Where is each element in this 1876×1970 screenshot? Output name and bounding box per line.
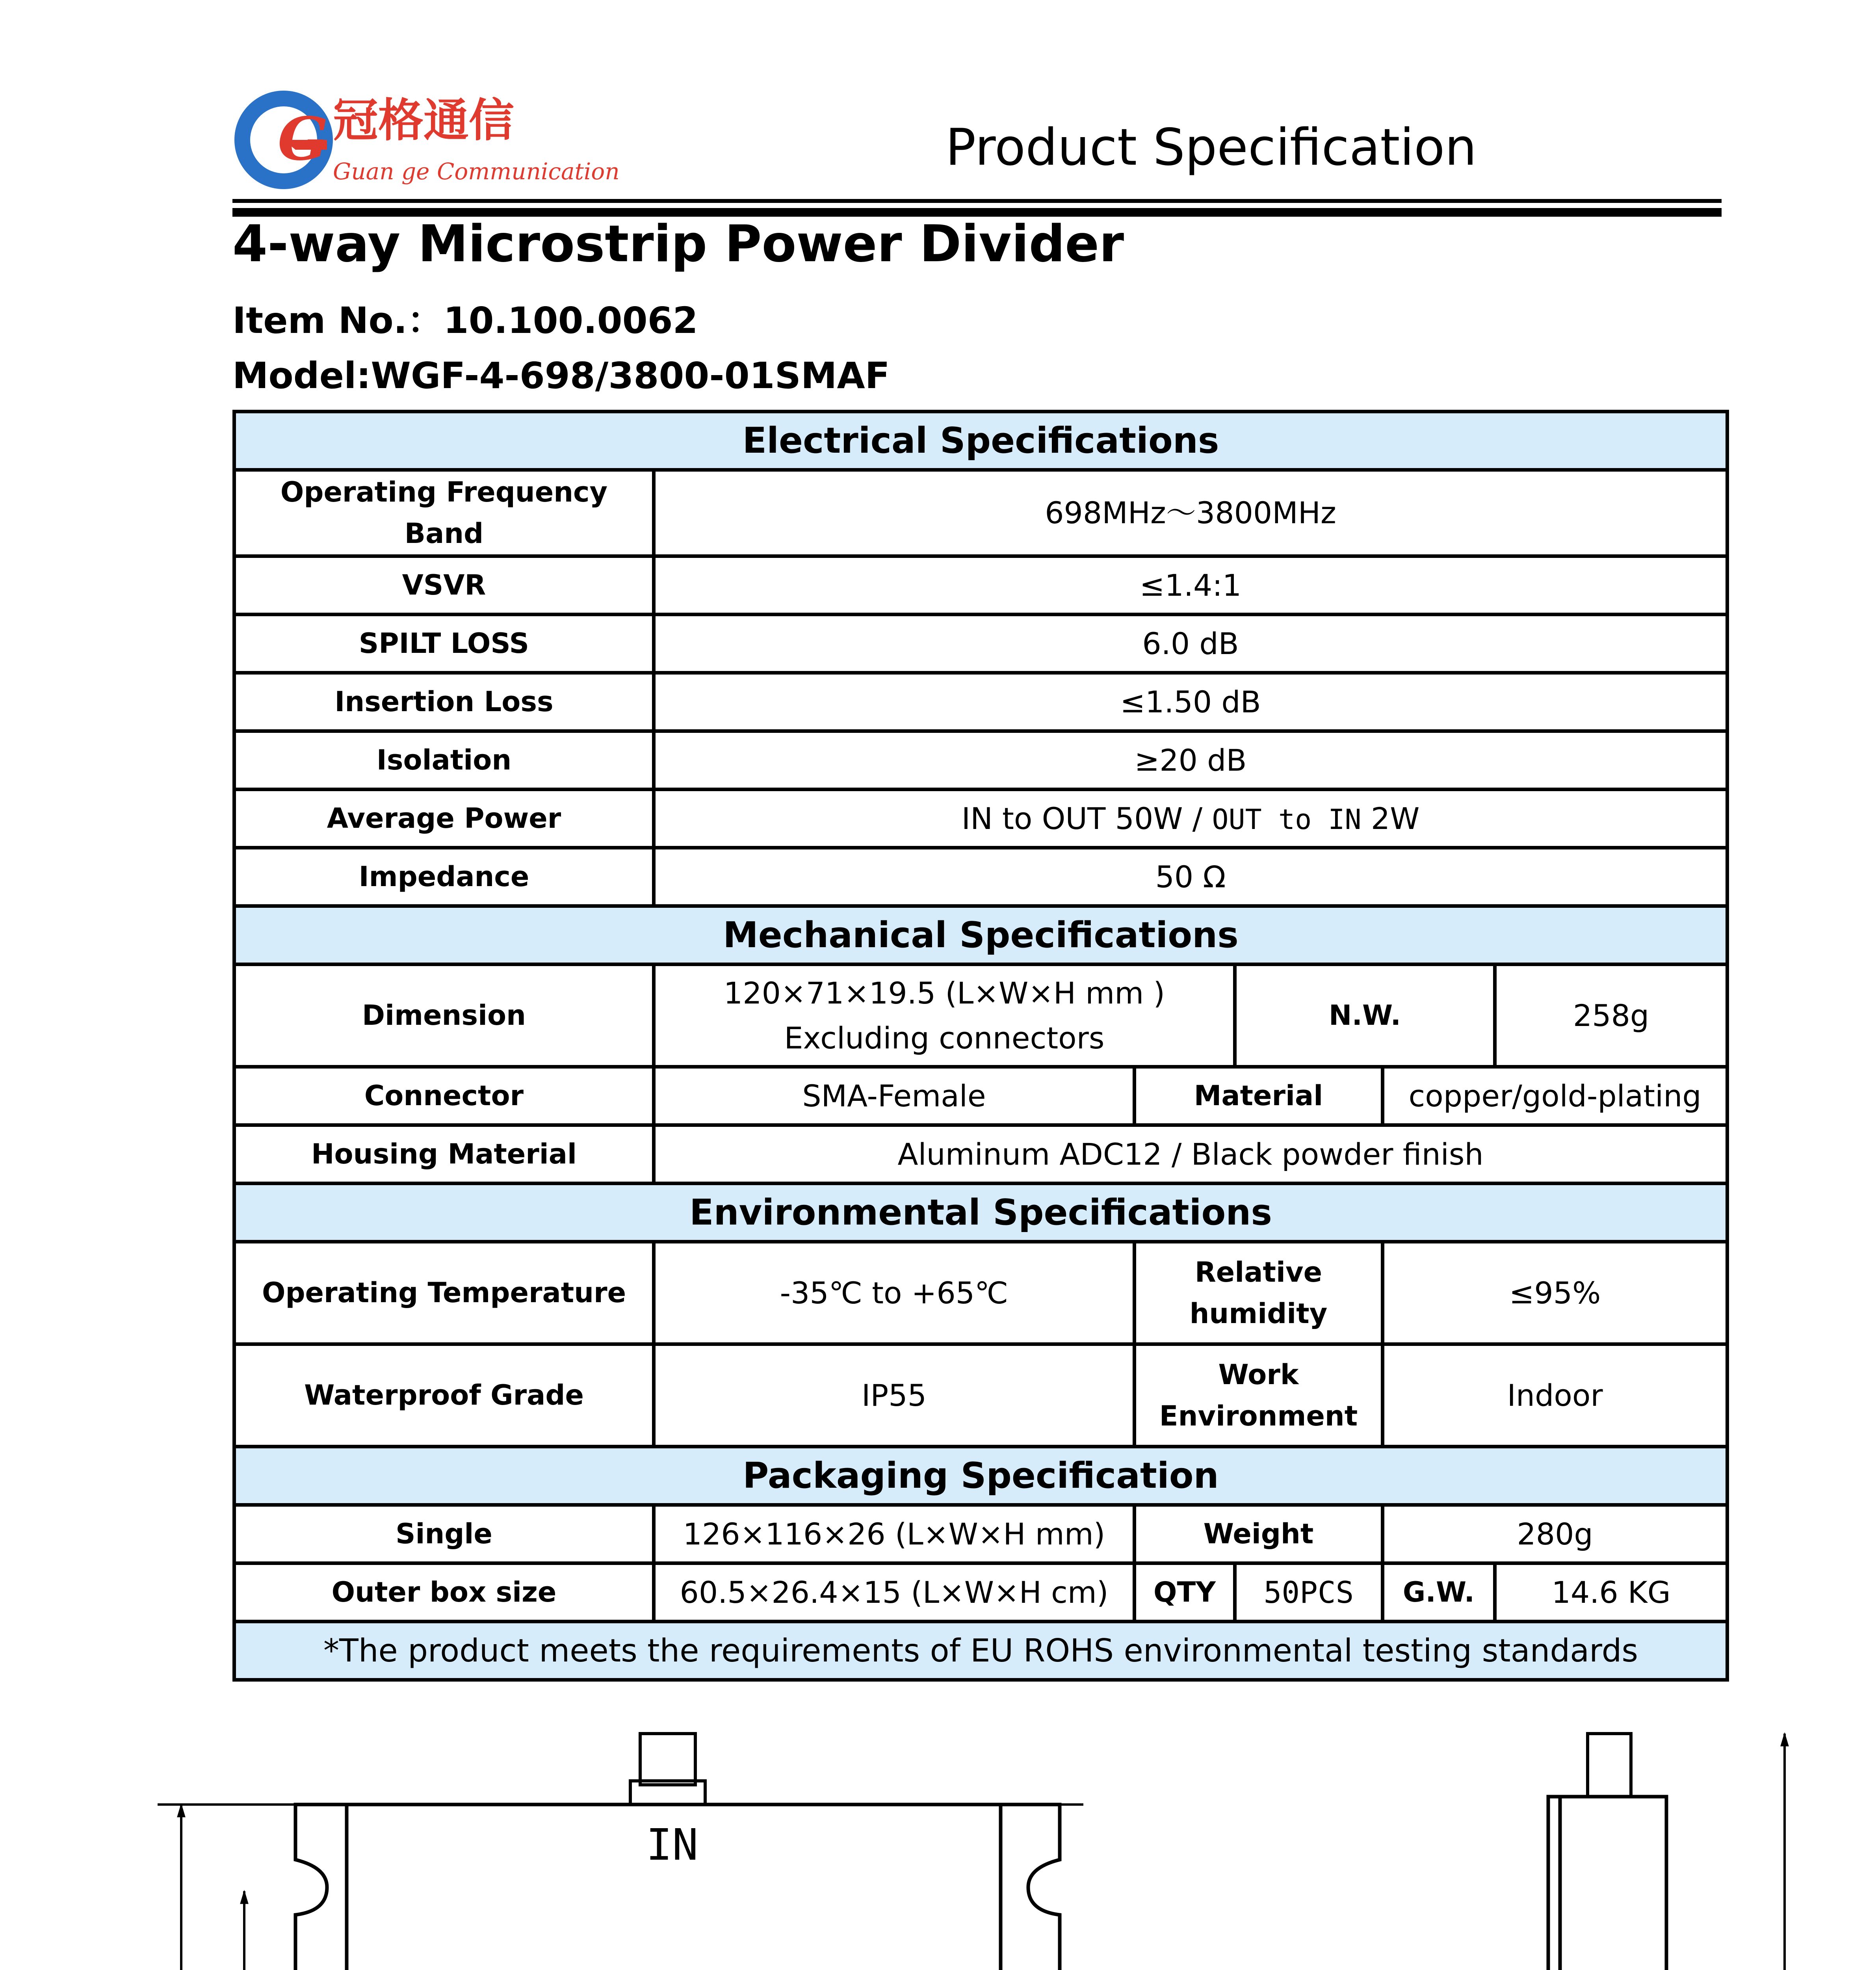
row-value: 258g [1495,965,1727,1067]
header-rule [232,199,1722,203]
table-row [234,1563,1727,1622]
row-label: Insertion Loss [234,673,654,731]
row-value: 126×116×26 (L×W×H mm) [654,1505,1135,1563]
section-title: Packaging Specification [234,1447,1727,1505]
humidity-label-1: Relative [1194,1256,1322,1288]
dimension-line-2: Excluding connectors [784,1020,1105,1056]
row-value: Aluminum ADC12 / Black powder finish [654,1125,1727,1184]
row-value: ≤95% [1383,1242,1727,1344]
row-value: -35℃ to +65℃ [654,1242,1135,1344]
row-label: Average Power [234,790,654,848]
row-label: VSVR [234,556,654,615]
header-title: Product Specification [945,118,1477,177]
work-env-label-2: Environment [1159,1399,1358,1432]
table-row [234,1505,1727,1563]
row-value: 60.5×26.4×15 (L×W×H cm) [654,1563,1135,1622]
table-row [234,790,1727,848]
row-value: IP55 [654,1344,1135,1447]
work-env-label-1: Work [1218,1358,1299,1391]
row-value: 6.0 dB [654,615,1727,673]
section-header-packaging [234,1447,1727,1505]
table-row [234,1622,1727,1680]
dimension-line-1: 120×71×19.5 (L×W×H mm ) [723,975,1165,1011]
row-label: Single [234,1505,654,1563]
table-row [234,1067,1727,1125]
row-label: Dimension [234,965,654,1067]
product-title: 4-way Microstrip Power Divider [232,215,1124,273]
row-label [1135,1344,1383,1447]
model-number: Model:WGF-4-698/3800-01SMAF [232,355,890,397]
row-value: 280g [1383,1505,1727,1563]
rohs-note: *The product meets the requirements of EU ROHS environmental testing standards [234,1622,1727,1680]
row-label: SPILT LOSS [234,615,654,673]
company-logo [236,81,620,199]
logo-english-name: Guan ge Communication [333,158,620,185]
section-header-electrical [234,412,1727,470]
side-body [1548,1797,1666,1970]
in-connector [640,1734,695,1785]
table-row [234,731,1727,790]
table-row [234,673,1727,731]
row-value: Indoor [1383,1344,1727,1447]
row-label: Isolation [234,731,654,790]
row-value [654,790,1727,848]
row-value [654,965,1235,1067]
power-out-in-value: 2W [1361,801,1420,836]
row-value: 698MHz～3800MHz [654,470,1727,556]
row-label: Material [1135,1067,1383,1125]
table-row [234,848,1727,906]
logo-chinese-name: 冠格通信 [333,94,515,147]
row-value: 14.6 KG [1495,1563,1727,1622]
spec-table [232,410,1729,1682]
row-value: copper/gold-plating [1383,1067,1727,1125]
item-number-value: 10.100.0062 [443,299,698,342]
row-label: G.W. [1383,1563,1495,1622]
section-header-environmental [234,1184,1727,1242]
row-label: Weight [1135,1505,1383,1563]
table-row [234,615,1727,673]
in-label: IN [646,1819,698,1870]
row-label: Housing Material [234,1125,654,1184]
drawing-labels [125,1819,1779,1970]
row-value: 50PCS [1235,1563,1383,1622]
row-label [1135,1242,1383,1344]
table-row [234,1242,1727,1344]
section-header-mechanical [234,906,1727,965]
row-label: Impedance [234,848,654,906]
technical-drawing [0,1694,1876,1970]
row-value: SMA-Female [654,1067,1135,1125]
item-number-label: Item No.： [232,299,444,342]
power-in-out: IN to OUT 50W / [961,801,1212,836]
front-view [158,1734,1115,1970]
table-row [234,965,1727,1067]
table-row [234,1125,1727,1184]
side-view [1469,1734,1785,1970]
table-row [234,1344,1727,1447]
section-title: Electrical Specifications [234,412,1727,470]
row-label: N.W. [1235,965,1495,1067]
humidity-label-2: humidity [1189,1297,1328,1330]
table-row [234,556,1727,615]
row-label: Connector [234,1067,654,1125]
side-top-connector [1588,1734,1631,1797]
row-label: Operating Temperature [234,1242,654,1344]
row-label: Operating Frequency Band [234,470,654,556]
row-label: Outer box size [234,1563,654,1622]
row-label: QTY [1135,1563,1235,1622]
row-value: 50 Ω [654,848,1727,906]
section-title: Environmental Specifications [234,1184,1727,1242]
section-title: Mechanical Specifications [234,906,1727,965]
item-number [232,292,698,344]
row-label: Waterproof Grade [234,1344,654,1447]
row-value: ≤1.50 dB [654,673,1727,731]
table-row [234,470,1727,556]
power-out-in: OUT to IN [1212,803,1361,836]
row-value: ≤1.4:1 [654,556,1727,615]
logo-letter: G [278,104,329,174]
row-value: ≥20 dB [654,731,1727,790]
